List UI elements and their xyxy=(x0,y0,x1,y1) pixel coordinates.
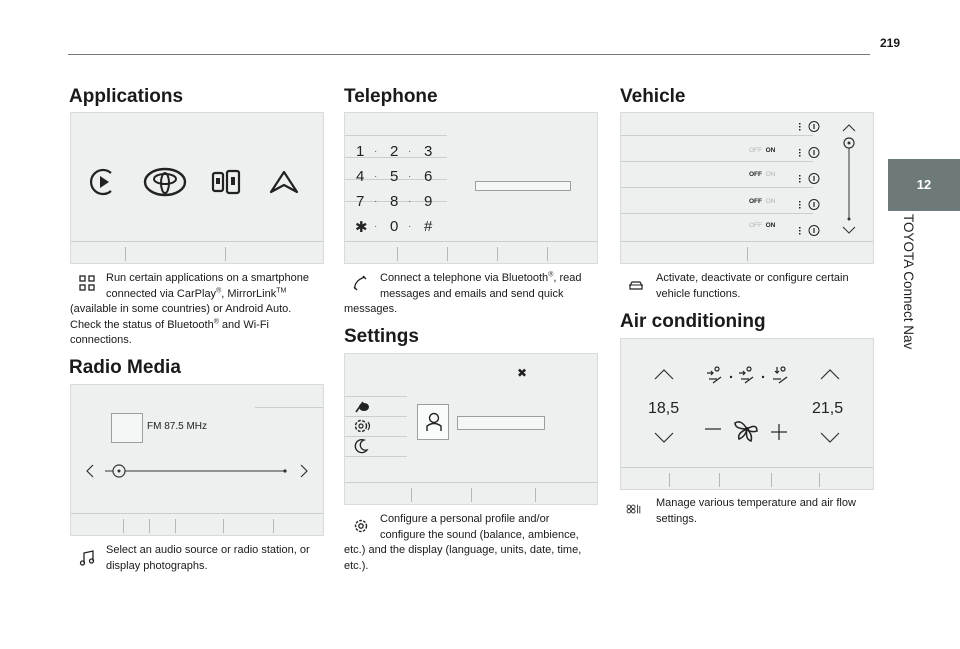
scrollbar[interactable] xyxy=(837,121,861,237)
air-distribution-icons[interactable] xyxy=(703,365,795,387)
telephone-heading: Telephone xyxy=(344,86,438,107)
sound-settings-icon[interactable] xyxy=(353,418,373,434)
top-rule xyxy=(68,54,870,55)
toggle-switch[interactable]: OFF ON xyxy=(749,171,776,178)
profile-name-field[interactable] xyxy=(457,416,545,430)
keypad-row: ✱ · 0 · # xyxy=(355,218,433,236)
radio-media-description: Select an audio source or radio station, or display photographs. xyxy=(106,544,310,572)
telephone-screen xyxy=(344,112,598,264)
toggle-switch[interactable]: OFF ON xyxy=(749,147,776,154)
telephone-description: Connect a telephone via Bluetooth®, read messages and emails and send quick messages. xyxy=(344,271,582,315)
fan-icon xyxy=(731,415,763,445)
toggle-switch[interactable]: OFF ON xyxy=(749,198,776,205)
applications-screen xyxy=(70,112,324,264)
right-temp-up-button[interactable] xyxy=(819,367,841,381)
key-6[interactable]: 6 xyxy=(424,168,433,185)
vehicle-heading: Vehicle xyxy=(620,86,686,107)
key-hash[interactable]: # xyxy=(424,218,433,235)
air-conditioning-description: Manage various temperature and air flow settings. xyxy=(656,497,856,525)
settings-description: Configure a personal profile and/or configure the sound (balance, ambience, etc.) and the display (language, units, date, time, etc.). xyxy=(344,513,582,572)
air-conditioning-screen xyxy=(620,338,874,490)
fan-speed-plus-button[interactable] xyxy=(769,423,789,441)
frequency-slider[interactable] xyxy=(85,461,311,481)
fan-speed-minus-button[interactable] xyxy=(703,423,723,435)
toyota-logo-icon[interactable] xyxy=(143,167,187,197)
radio-media-heading: Radio Media xyxy=(69,357,181,378)
key-0[interactable]: 0 xyxy=(390,218,399,235)
keypad-row: 1 · 2 · 3 xyxy=(356,143,433,160)
air-conditioning-heading: Air conditioning xyxy=(620,311,766,332)
applications-heading: Applications xyxy=(69,86,184,107)
key-2[interactable]: 2 xyxy=(390,143,399,160)
close-icon[interactable]: ✖ xyxy=(517,366,528,380)
toggle-switch[interactable]: OFF ON xyxy=(749,222,776,229)
key-5[interactable]: 5 xyxy=(390,168,399,185)
right-temperature: 21,5 xyxy=(812,400,844,417)
ambience-icon[interactable] xyxy=(353,398,371,414)
left-temp-down-button[interactable] xyxy=(653,431,675,445)
page-number: 219 xyxy=(880,36,901,50)
info-icons-column xyxy=(797,119,827,237)
phone-number-field[interactable] xyxy=(475,181,571,191)
right-temp-down-button[interactable] xyxy=(819,431,841,445)
carplay-icon[interactable] xyxy=(89,165,119,199)
applications-description: Run certain applications on a smartphone connected via CarPlay®, MirrorLink™ (available in some countries) or Android Auto. Check the status of Bluetooth® and Wi-Fi connections. xyxy=(70,272,310,346)
vehicle-screen xyxy=(620,112,874,264)
chapter-number: 12 xyxy=(916,177,932,192)
profile-icon xyxy=(424,411,444,433)
radio-media-screen xyxy=(70,384,324,536)
chapter-title: TOYOTA Connect Nav xyxy=(901,214,916,350)
mirrorlink-icon[interactable] xyxy=(211,169,241,195)
key-star[interactable]: ✱ xyxy=(355,219,368,236)
left-temperature: 18,5 xyxy=(648,400,680,417)
key-9[interactable]: 9 xyxy=(424,193,433,210)
night-mode-icon[interactable] xyxy=(353,438,369,454)
key-7[interactable]: 7 xyxy=(356,193,365,210)
profile-button[interactable] xyxy=(417,404,449,440)
key-4[interactable]: 4 xyxy=(356,168,365,185)
key-8[interactable]: 8 xyxy=(390,193,399,210)
left-temp-up-button[interactable] xyxy=(653,367,675,381)
keypad-row: 4 · 5 · 6 xyxy=(356,168,433,185)
key-1[interactable]: 1 xyxy=(356,143,365,160)
vehicle-description: Activate, deactivate or configure certain vehicle functions. xyxy=(656,272,849,300)
android-auto-icon[interactable] xyxy=(268,169,300,195)
frequency-label: FM 87.5 MHz xyxy=(147,421,208,432)
key-3[interactable]: 3 xyxy=(424,143,433,160)
station-logo-placeholder xyxy=(111,413,143,443)
keypad-row: 7 · 8 · 9 xyxy=(356,193,433,210)
settings-screen xyxy=(344,353,598,505)
settings-heading: Settings xyxy=(344,326,419,347)
chapter-tab[interactable] xyxy=(888,159,960,211)
